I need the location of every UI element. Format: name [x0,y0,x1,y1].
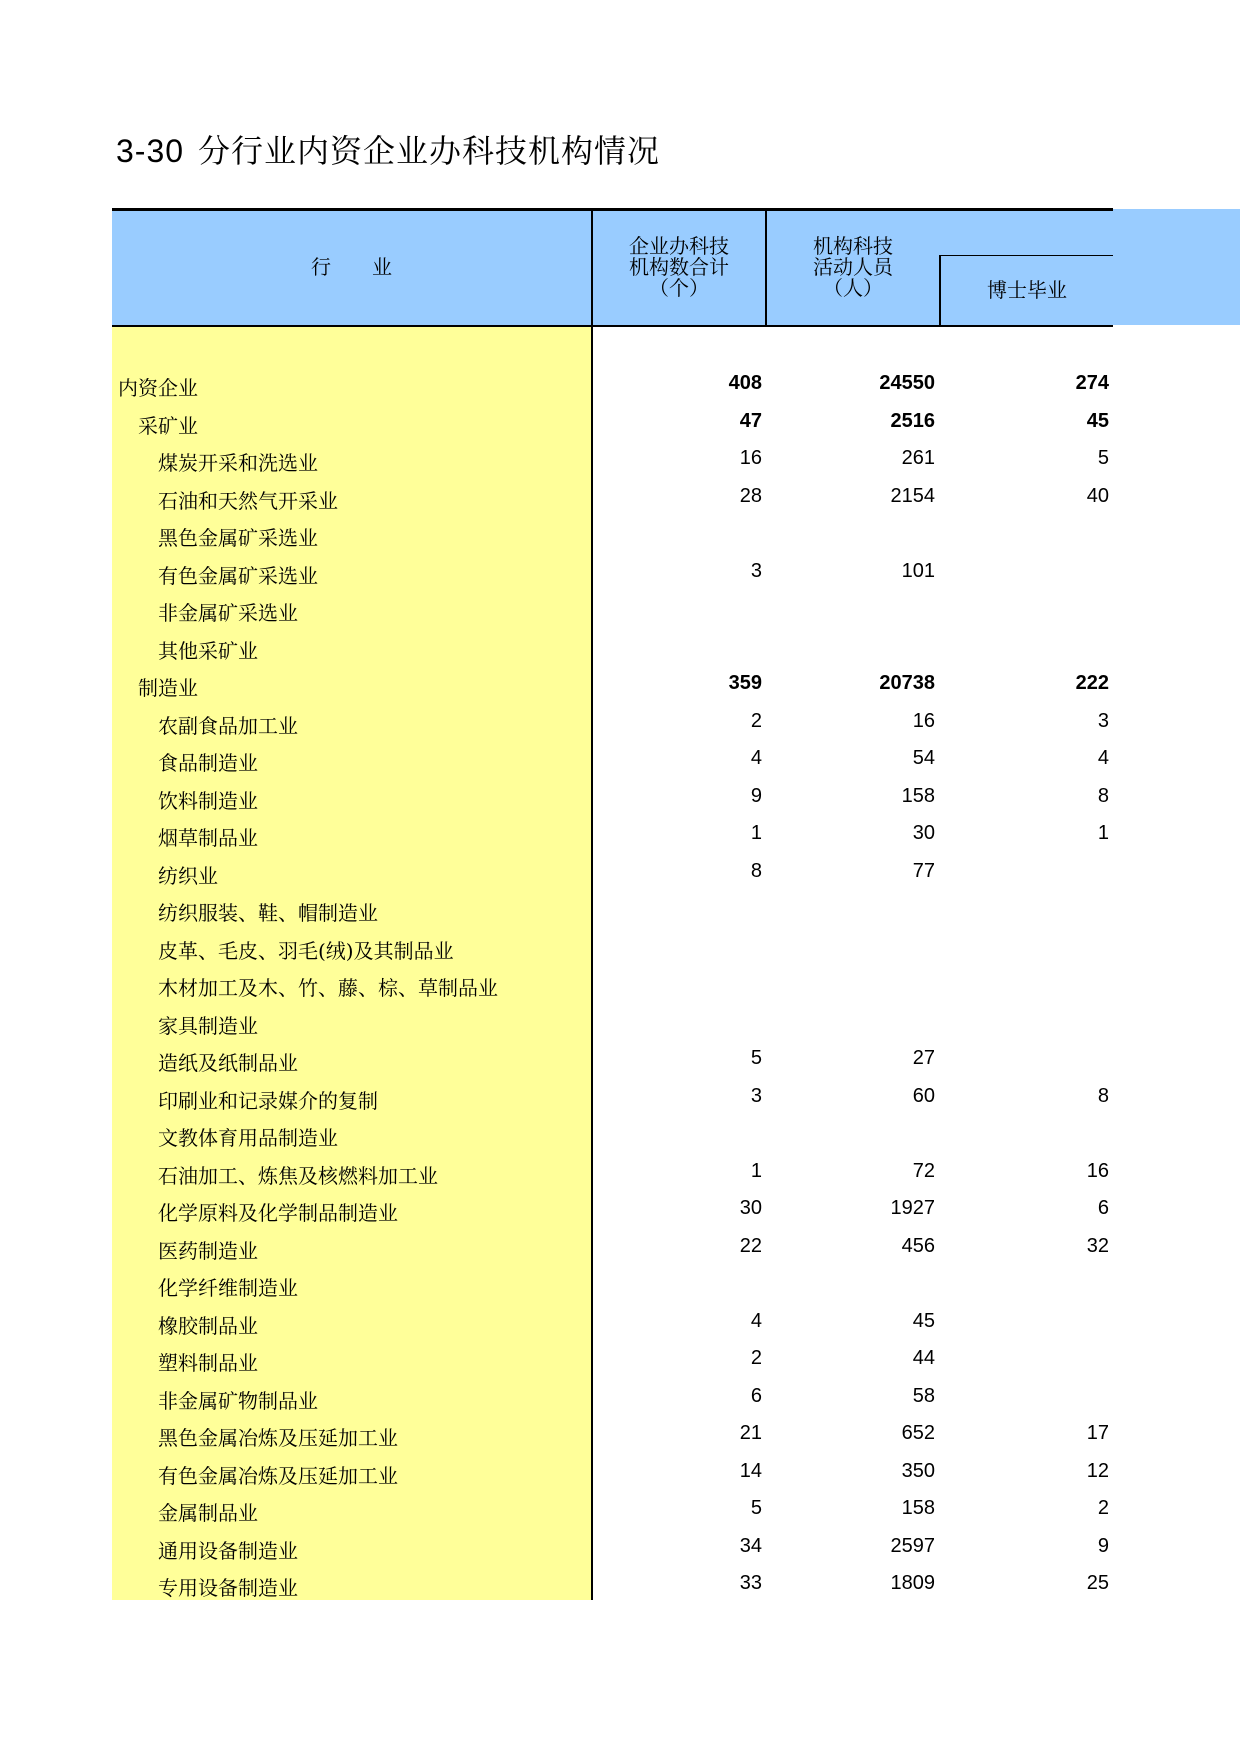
personnel-count: 20738 [879,672,935,694]
personnel-count: 2597 [890,1534,935,1557]
table-row [0,552,1240,589]
table-row [0,1039,1240,1076]
phd-count: 40 [1086,484,1109,507]
table-row [0,702,1240,739]
industry-label: 塑料制品业 [158,1351,258,1375]
table-row [0,402,1240,439]
table-row [0,1227,1240,1264]
industry-label: 黑色金属矿采选业 [158,526,318,550]
table-row [0,1564,1240,1601]
industry-label: 化学原料及化学制品制造业 [158,1201,398,1225]
table-row [0,477,1240,514]
table-row [0,1302,1240,1339]
header-col1-line2: 机构数合计 [629,255,729,279]
institutions-count: 22 [739,1234,762,1257]
header-col1-line3: （个） [649,276,709,300]
table-row [0,739,1240,776]
personnel-count: 2154 [890,484,935,507]
personnel-count: 350 [901,1459,935,1482]
industry-label: 石油加工、炼焦及核燃料加工业 [158,1163,438,1188]
institutions-count: 1 [750,1159,762,1182]
institutions-count: 9 [750,784,762,807]
table-row [0,1489,1240,1526]
phd-count: 2 [1097,1497,1109,1519]
header-col2-line2: 活动人员 [813,255,893,279]
industry-label: 其他采矿业 [158,638,258,663]
table-row [0,1189,1240,1226]
industry-label: 内资企业 [118,376,198,400]
table-row [0,364,1240,401]
industry-label: 家具制造业 [158,1013,258,1038]
table-row [0,439,1240,476]
personnel-count: 652 [901,1422,935,1444]
personnel-count: 54 [912,747,935,769]
industry-label: 橡胶制品业 [158,1313,258,1338]
phd-count: 1 [1097,822,1109,844]
phd-count: 16 [1086,1159,1109,1182]
institutions-count: 6 [750,1384,762,1407]
phd-count: 9 [1097,1534,1109,1557]
personnel-count: 16 [912,709,935,732]
phd-count: 45 [1086,409,1109,432]
industry-label: 纺织服装、鞋、帽制造业 [158,901,378,925]
personnel-count: 1809 [890,1572,935,1594]
phd-count: 222 [1075,672,1109,694]
institutions-count: 5 [750,1047,762,1069]
institutions-count: 33 [739,1572,762,1594]
industry-label: 有色金属冶炼及压延加工业 [158,1463,398,1488]
phd-count: 25 [1086,1572,1109,1594]
table-row [0,1114,1240,1151]
table-row [0,589,1240,626]
industry-label: 石油和天然气开采业 [158,488,338,513]
personnel-count: 1927 [890,1197,935,1219]
institutions-count: 3 [750,1084,762,1107]
personnel-count: 72 [912,1159,935,1182]
institutions-count: 47 [739,409,762,432]
header-col3-sub: 博士毕业 [987,278,1067,302]
header-top-rule [112,208,1113,211]
institutions-count: 21 [739,1422,762,1444]
table-row [0,1377,1240,1414]
table-row [0,927,1240,964]
personnel-count: 456 [901,1234,935,1257]
industry-label: 木材加工及木、竹、藤、棕、草制品业 [158,976,498,1000]
header-col2-line3: （人） [823,276,883,300]
personnel-count: 101 [901,559,935,582]
table-row [0,664,1240,701]
industry-label: 有色金属矿采选业 [158,563,318,588]
personnel-count: 261 [901,447,935,469]
header-industry-char-2: 业 [372,255,393,279]
phd-count: 12 [1086,1459,1109,1482]
personnel-count: 158 [901,1497,935,1519]
industry-label: 黑色金属冶炼及压延加工业 [158,1426,398,1450]
header-industry-char-1: 行 [311,255,332,279]
industry-label: 非金属矿物制品业 [158,1388,318,1413]
institutions-count: 3 [750,559,762,582]
institutions-count: 2 [750,1347,762,1369]
institutions-count: 28 [739,484,762,507]
phd-count: 5 [1097,447,1109,469]
table-row [0,1077,1240,1114]
industry-label: 纺织业 [158,863,218,888]
industry-label: 通用设备制造业 [158,1538,298,1563]
table-row [0,1264,1240,1301]
industry-label: 皮革、毛皮、羽毛(绒)及其制品业 [158,938,454,963]
industry-label: 烟草制品业 [158,826,258,850]
phd-count: 3 [1097,709,1109,732]
table-row [0,1002,1240,1039]
industry-label: 医药制造业 [158,1238,258,1263]
personnel-count: 158 [901,784,935,807]
industry-label: 采矿业 [138,413,198,438]
personnel-count: 58 [912,1384,935,1407]
industry-label: 化学纤维制造业 [158,1276,298,1300]
header-col-institutions [593,236,765,299]
institutions-count: 4 [750,747,762,769]
table-row [0,1452,1240,1489]
header-col-phd [941,280,1113,301]
institutions-count: 8 [750,859,762,882]
industry-label: 印刷业和记录媒介的复制 [158,1088,378,1113]
header-col1-line1: 企业办科技 [629,234,729,258]
industry-label: 农副食品加工业 [158,713,298,738]
table-title-text: 分行业内资企业办科技机构情况 [198,132,661,170]
header-sub-rule [939,255,1113,256]
phd-count: 8 [1097,1084,1109,1107]
personnel-count: 44 [912,1347,935,1369]
industry-label: 食品制造业 [158,751,258,775]
phd-count: 8 [1097,784,1109,807]
personnel-count: 45 [912,1309,935,1332]
table-row [0,814,1240,851]
phd-count: 4 [1097,747,1109,769]
header-col2-line1: 机构科技 [813,234,893,258]
institutions-count: 408 [728,372,762,394]
personnel-count: 60 [912,1084,935,1107]
institutions-count: 1 [750,822,762,844]
industry-label: 非金属矿采选业 [158,601,298,625]
table-row [0,627,1240,664]
industry-label: 饮料制造业 [158,788,258,813]
personnel-count: 2516 [890,409,935,432]
table-row [0,1414,1240,1451]
table-row [0,964,1240,1001]
phd-count: 17 [1086,1422,1109,1444]
institutions-count: 359 [728,672,762,694]
institutions-count: 34 [739,1534,762,1557]
institutions-count: 30 [739,1197,762,1219]
table-row [0,852,1240,889]
personnel-count: 30 [912,822,935,844]
industry-label: 文教体育用品制造业 [158,1126,338,1150]
institutions-count: 14 [739,1459,762,1482]
table-row [0,1527,1240,1564]
table-row [0,889,1240,926]
table-row [0,1339,1240,1376]
personnel-count: 24550 [879,372,935,394]
table-row [0,1152,1240,1189]
industry-label: 煤炭开采和洗选业 [158,451,318,475]
industry-label: 造纸及纸制品业 [158,1051,298,1075]
institutions-count: 5 [750,1497,762,1519]
personnel-count: 77 [912,859,935,882]
phd-count: 32 [1086,1234,1109,1257]
personnel-count: 27 [912,1047,935,1069]
table-row [0,777,1240,814]
table-number: 3-30 [116,133,185,169]
phd-count: 274 [1075,372,1109,394]
industry-label: 金属制品业 [158,1501,258,1525]
institutions-count: 4 [750,1309,762,1332]
industry-label: 制造业 [138,676,198,700]
industry-label: 专用设备制造业 [158,1576,298,1600]
header-industry [112,257,592,278]
table-row [0,514,1240,551]
header-col-personnel [767,236,939,299]
phd-count: 6 [1097,1197,1109,1219]
institutions-count: 2 [750,709,762,732]
page-title [116,126,660,172]
institutions-count: 16 [739,447,762,469]
